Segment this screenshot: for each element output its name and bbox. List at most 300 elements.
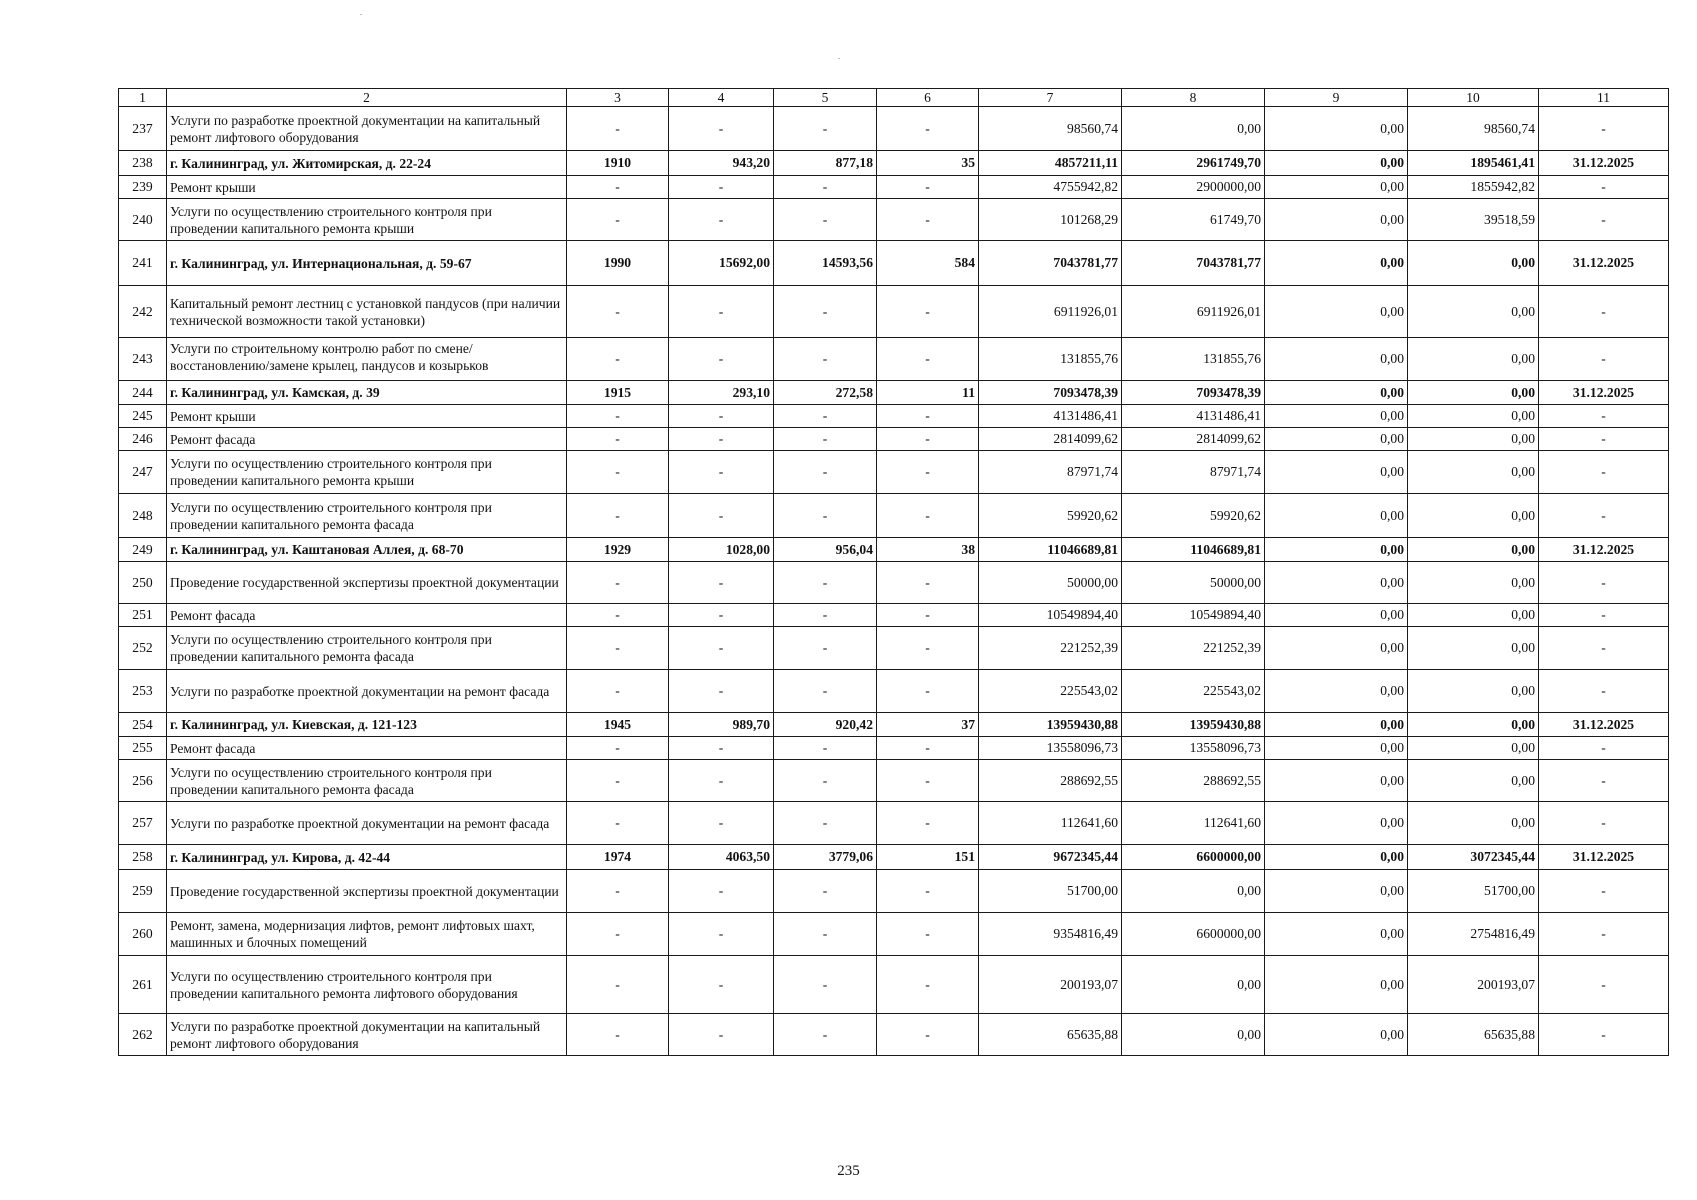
cost-fund-cell: 2814099,62 bbox=[1122, 428, 1265, 451]
table-row-work bbox=[119, 286, 1669, 338]
work-name-cell: Ремонт крыши bbox=[167, 405, 567, 428]
row-number-cell: 252 bbox=[119, 627, 167, 670]
row-number-cell: 242 bbox=[119, 286, 167, 338]
row-number-cell: 259 bbox=[119, 870, 167, 913]
area-total-cell: - bbox=[669, 1014, 774, 1056]
residents-cell: 35 bbox=[877, 151, 979, 176]
cost-owners-cell: 0,00 bbox=[1408, 713, 1539, 737]
area-living-cell: - bbox=[774, 494, 877, 538]
cost-owners-cell: 0,00 bbox=[1408, 604, 1539, 627]
residents-cell: - bbox=[877, 286, 979, 338]
deadline-cell: - bbox=[1539, 286, 1669, 338]
deadline-cell: - bbox=[1539, 338, 1669, 381]
area-living-cell: - bbox=[774, 802, 877, 845]
row-number-cell: 261 bbox=[119, 956, 167, 1014]
cost-budget-cell: 0,00 bbox=[1265, 604, 1408, 627]
year-cell: 1910 bbox=[567, 151, 669, 176]
header-row bbox=[119, 89, 1669, 107]
area-total-cell: - bbox=[669, 870, 774, 913]
residents-cell: - bbox=[877, 338, 979, 381]
table-row-work bbox=[119, 199, 1669, 241]
cost-fund-cell: 7093478,39 bbox=[1122, 381, 1265, 405]
cost-total-cell: 112641,60 bbox=[979, 802, 1122, 845]
area-living-cell: - bbox=[774, 562, 877, 604]
area-total-cell: - bbox=[669, 451, 774, 494]
cost-fund-cell: 6911926,01 bbox=[1122, 286, 1265, 338]
deadline-cell: - bbox=[1539, 107, 1669, 151]
row-number-cell: 249 bbox=[119, 538, 167, 562]
deadline-cell: - bbox=[1539, 451, 1669, 494]
row-number-cell: 240 bbox=[119, 199, 167, 241]
work-name-cell: Услуги по разработке проектной документации на капитальный ремонт лифтового оборудования bbox=[167, 107, 567, 151]
area-living-cell: - bbox=[774, 199, 877, 241]
row-number-cell: 248 bbox=[119, 494, 167, 538]
area-living-cell: - bbox=[774, 107, 877, 151]
table-row-work bbox=[119, 870, 1669, 913]
cost-fund-cell: 112641,60 bbox=[1122, 802, 1265, 845]
deadline-cell: 31.12.2025 bbox=[1539, 381, 1669, 405]
work-name-cell: г. Калининград, ул. Житомирская, д. 22-24 bbox=[167, 151, 567, 176]
table-row-work bbox=[119, 956, 1669, 1014]
cost-budget-cell: 0,00 bbox=[1265, 870, 1408, 913]
work-name-cell: г. Калининград, ул. Камская, д. 39 bbox=[167, 381, 567, 405]
cost-owners-cell: 0,00 bbox=[1408, 670, 1539, 713]
cost-owners-cell: 0,00 bbox=[1408, 338, 1539, 381]
table-row-work bbox=[119, 1014, 1669, 1056]
residents-cell: - bbox=[877, 670, 979, 713]
cost-total-cell: 65635,88 bbox=[979, 1014, 1122, 1056]
area-total-cell: 989,70 bbox=[669, 713, 774, 737]
cost-fund-cell: 13959430,88 bbox=[1122, 713, 1265, 737]
cost-owners-cell: 0,00 bbox=[1408, 627, 1539, 670]
area-total-cell: - bbox=[669, 338, 774, 381]
table-row-address bbox=[119, 151, 1669, 176]
cost-budget-cell: 0,00 bbox=[1265, 562, 1408, 604]
work-name-cell: Услуги по осуществлению строительного контроля при проведении капитального ремонта фасада bbox=[167, 627, 567, 670]
cost-total-cell: 4857211,11 bbox=[979, 151, 1122, 176]
cost-budget-cell: 0,00 bbox=[1265, 670, 1408, 713]
area-total-cell: - bbox=[669, 760, 774, 802]
cost-budget-cell: 0,00 bbox=[1265, 176, 1408, 199]
header-cell-10: 10 bbox=[1408, 89, 1539, 107]
work-name-cell: г. Калининград, ул. Интернациональная, д. 59-67 bbox=[167, 241, 567, 286]
area-total-cell: - bbox=[669, 913, 774, 956]
area-living-cell: - bbox=[774, 338, 877, 381]
deadline-cell: - bbox=[1539, 604, 1669, 627]
work-name-cell: Услуги по осуществлению строительного контроля при проведении капитального ремонта фасада bbox=[167, 760, 567, 802]
residents-cell: - bbox=[877, 627, 979, 670]
data-table bbox=[118, 88, 1669, 1056]
cost-total-cell: 200193,07 bbox=[979, 956, 1122, 1014]
header-cell-6: 6 bbox=[877, 89, 979, 107]
row-number-cell: 251 bbox=[119, 604, 167, 627]
residents-cell: - bbox=[877, 451, 979, 494]
work-name-cell: Услуги по осуществлению строительного контроля при проведении капитального ремонта крыши bbox=[167, 451, 567, 494]
cost-budget-cell: 0,00 bbox=[1265, 428, 1408, 451]
year-cell: 1974 bbox=[567, 845, 669, 870]
year-cell: - bbox=[567, 760, 669, 802]
residents-cell: - bbox=[877, 760, 979, 802]
area-living-cell: - bbox=[774, 913, 877, 956]
area-total-cell: - bbox=[669, 956, 774, 1014]
work-name-cell bbox=[167, 338, 567, 381]
table-row-address bbox=[119, 241, 1669, 286]
work-name-cell: г. Калининград, ул. Киевская, д. 121-123 bbox=[167, 713, 567, 737]
year-cell: - bbox=[567, 670, 669, 713]
cost-fund-cell: 225543,02 bbox=[1122, 670, 1265, 713]
area-living-cell: - bbox=[774, 286, 877, 338]
cost-fund-cell: 288692,55 bbox=[1122, 760, 1265, 802]
cost-owners-cell: 0,00 bbox=[1408, 286, 1539, 338]
scan-speck bbox=[360, 14, 362, 15]
cost-budget-cell: 0,00 bbox=[1265, 199, 1408, 241]
table-row-address bbox=[119, 538, 1669, 562]
work-name-cell: Ремонт крыши bbox=[167, 176, 567, 199]
year-cell: - bbox=[567, 286, 669, 338]
year-cell: - bbox=[567, 107, 669, 151]
header-cell-1: 1 bbox=[119, 89, 167, 107]
cost-fund-cell: 50000,00 bbox=[1122, 562, 1265, 604]
cost-owners-cell: 39518,59 bbox=[1408, 199, 1539, 241]
row-number-cell: 238 bbox=[119, 151, 167, 176]
cost-total-cell: 4131486,41 bbox=[979, 405, 1122, 428]
work-name-cell: г. Калининград, ул. Каштановая Аллея, д. 68-70 bbox=[167, 538, 567, 562]
cost-fund-cell: 6600000,00 bbox=[1122, 913, 1265, 956]
row-number-cell: 253 bbox=[119, 670, 167, 713]
header-cell-11: 11 bbox=[1539, 89, 1669, 107]
cost-owners-cell: 0,00 bbox=[1408, 451, 1539, 494]
residents-cell: - bbox=[877, 428, 979, 451]
cost-fund-cell: 0,00 bbox=[1122, 107, 1265, 151]
cost-budget-cell: 0,00 bbox=[1265, 107, 1408, 151]
area-total-cell: - bbox=[669, 286, 774, 338]
cost-budget-cell: 0,00 bbox=[1265, 405, 1408, 428]
table-row-work bbox=[119, 176, 1669, 199]
work-name-cell: Услуги по разработке проектной документации на ремонт фасада bbox=[167, 802, 567, 845]
cost-total-cell: 225543,02 bbox=[979, 670, 1122, 713]
cost-fund-cell: 0,00 bbox=[1122, 870, 1265, 913]
work-name-cell: Ремонт, замена, модернизация лифтов, ремонт лифтовых шахт, машинных и блочных помещений bbox=[167, 913, 567, 956]
deadline-cell: 31.12.2025 bbox=[1539, 241, 1669, 286]
table-row-work bbox=[119, 494, 1669, 538]
cost-owners-cell: 2754816,49 bbox=[1408, 913, 1539, 956]
residents-cell: 151 bbox=[877, 845, 979, 870]
deadline-cell: 31.12.2025 bbox=[1539, 845, 1669, 870]
row-number-cell: 239 bbox=[119, 176, 167, 199]
cost-owners-cell: 0,00 bbox=[1408, 494, 1539, 538]
cost-owners-cell: 0,00 bbox=[1408, 241, 1539, 286]
cost-owners-cell: 0,00 bbox=[1408, 405, 1539, 428]
table-row-work bbox=[119, 604, 1669, 627]
header-cell-9: 9 bbox=[1265, 89, 1408, 107]
year-cell: - bbox=[567, 428, 669, 451]
year-cell: - bbox=[567, 956, 669, 1014]
cost-budget-cell: 0,00 bbox=[1265, 151, 1408, 176]
work-name-cell: Капитальный ремонт лестниц с установкой пандусов (при наличии технической возможности такой установки) bbox=[167, 286, 567, 338]
cost-budget-cell: 0,00 bbox=[1265, 338, 1408, 381]
table-row-work bbox=[119, 760, 1669, 802]
header-cell-8: 8 bbox=[1122, 89, 1265, 107]
deadline-cell: - bbox=[1539, 1014, 1669, 1056]
residents-cell: - bbox=[877, 405, 979, 428]
cost-total-cell: 98560,74 bbox=[979, 107, 1122, 151]
residents-cell: 37 bbox=[877, 713, 979, 737]
cost-fund-cell: 221252,39 bbox=[1122, 627, 1265, 670]
cost-owners-cell: 0,00 bbox=[1408, 381, 1539, 405]
area-living-cell: - bbox=[774, 176, 877, 199]
deadline-cell: 31.12.2025 bbox=[1539, 713, 1669, 737]
area-living-cell: - bbox=[774, 451, 877, 494]
row-number-cell: 247 bbox=[119, 451, 167, 494]
table-row-work bbox=[119, 428, 1669, 451]
row-number-cell: 243 bbox=[119, 338, 167, 381]
residents-cell: - bbox=[877, 802, 979, 845]
row-number-cell: 246 bbox=[119, 428, 167, 451]
cost-budget-cell: 0,00 bbox=[1265, 737, 1408, 760]
area-total-cell: 4063,50 bbox=[669, 845, 774, 870]
residents-cell: 38 bbox=[877, 538, 979, 562]
year-cell: 1929 bbox=[567, 538, 669, 562]
year-cell: 1915 bbox=[567, 381, 669, 405]
cost-total-cell: 288692,55 bbox=[979, 760, 1122, 802]
year-cell: - bbox=[567, 737, 669, 760]
deadline-cell: - bbox=[1539, 802, 1669, 845]
cost-total-cell: 7043781,77 bbox=[979, 241, 1122, 286]
cost-total-cell: 7093478,39 bbox=[979, 381, 1122, 405]
deadline-cell: - bbox=[1539, 176, 1669, 199]
residents-cell: - bbox=[877, 199, 979, 241]
area-living-cell: - bbox=[774, 737, 877, 760]
deadline-cell: - bbox=[1539, 405, 1669, 428]
residents-cell: - bbox=[877, 870, 979, 913]
header-cell-7: 7 bbox=[979, 89, 1122, 107]
area-living-cell: - bbox=[774, 604, 877, 627]
residents-cell: - bbox=[877, 107, 979, 151]
table-row-work bbox=[119, 737, 1669, 760]
work-name-cell: г. Калининград, ул. Кирова, д. 42-44 bbox=[167, 845, 567, 870]
cost-budget-cell: 0,00 bbox=[1265, 286, 1408, 338]
work-name-cell: Услуги по разработке проектной документации на капитальный ремонт лифтового оборудования bbox=[167, 1014, 567, 1056]
cost-total-cell: 101268,29 bbox=[979, 199, 1122, 241]
cost-total-cell: 59920,62 bbox=[979, 494, 1122, 538]
year-cell: - bbox=[567, 451, 669, 494]
cost-fund-cell: 6600000,00 bbox=[1122, 845, 1265, 870]
area-total-cell: - bbox=[669, 107, 774, 151]
area-living-cell: - bbox=[774, 627, 877, 670]
area-living-cell: - bbox=[774, 428, 877, 451]
area-living-cell: - bbox=[774, 956, 877, 1014]
table-row-work bbox=[119, 562, 1669, 604]
area-living-cell: - bbox=[774, 405, 877, 428]
deadline-cell: - bbox=[1539, 956, 1669, 1014]
cost-budget-cell: 0,00 bbox=[1265, 538, 1408, 562]
cost-total-cell: 10549894,40 bbox=[979, 604, 1122, 627]
deadline-cell: - bbox=[1539, 870, 1669, 913]
year-cell: - bbox=[567, 405, 669, 428]
row-number-cell: 245 bbox=[119, 405, 167, 428]
cost-budget-cell: 0,00 bbox=[1265, 451, 1408, 494]
cost-fund-cell: 59920,62 bbox=[1122, 494, 1265, 538]
deadline-cell: - bbox=[1539, 760, 1669, 802]
year-cell: - bbox=[567, 627, 669, 670]
area-living-cell: 14593,56 bbox=[774, 241, 877, 286]
residents-cell: 584 bbox=[877, 241, 979, 286]
cost-fund-cell: 0,00 bbox=[1122, 1014, 1265, 1056]
row-number-cell: 254 bbox=[119, 713, 167, 737]
work-name-cell: Услуги по разработке проектной документации на ремонт фасада bbox=[167, 670, 567, 713]
deadline-cell: 31.12.2025 bbox=[1539, 538, 1669, 562]
cost-owners-cell: 98560,74 bbox=[1408, 107, 1539, 151]
table-row-address bbox=[119, 845, 1669, 870]
year-cell: - bbox=[567, 604, 669, 627]
area-total-cell: - bbox=[669, 428, 774, 451]
cost-total-cell: 2814099,62 bbox=[979, 428, 1122, 451]
cost-owners-cell: 0,00 bbox=[1408, 802, 1539, 845]
cost-budget-cell: 0,00 bbox=[1265, 381, 1408, 405]
area-total-cell: 293,10 bbox=[669, 381, 774, 405]
row-number-cell: 256 bbox=[119, 760, 167, 802]
year-cell: - bbox=[567, 494, 669, 538]
residents-cell: - bbox=[877, 176, 979, 199]
table-body bbox=[119, 107, 1669, 1056]
work-name-cell: Услуги по осуществлению строительного контроля при проведении капитального ремонта лифтового оборудования bbox=[167, 956, 567, 1014]
row-number-cell: 260 bbox=[119, 913, 167, 956]
cost-total-cell: 13959430,88 bbox=[979, 713, 1122, 737]
cost-fund-cell: 7043781,77 bbox=[1122, 241, 1265, 286]
cost-total-cell: 51700,00 bbox=[979, 870, 1122, 913]
scan-speck bbox=[838, 58, 840, 59]
row-number-cell: 262 bbox=[119, 1014, 167, 1056]
cost-budget-cell: 0,00 bbox=[1265, 913, 1408, 956]
cost-total-cell: 13558096,73 bbox=[979, 737, 1122, 760]
cost-fund-cell: 61749,70 bbox=[1122, 199, 1265, 241]
cost-budget-cell: 0,00 bbox=[1265, 802, 1408, 845]
cost-owners-cell: 1895461,41 bbox=[1408, 151, 1539, 176]
residents-cell: - bbox=[877, 913, 979, 956]
area-total-cell: - bbox=[669, 494, 774, 538]
work-name-cell: Проведение государственной экспертизы проектной документации bbox=[167, 562, 567, 604]
year-cell: - bbox=[567, 802, 669, 845]
residents-cell: - bbox=[877, 562, 979, 604]
cost-fund-cell: 4131486,41 bbox=[1122, 405, 1265, 428]
table-row-address bbox=[119, 381, 1669, 405]
cost-fund-cell: 131855,76 bbox=[1122, 338, 1265, 381]
year-cell: - bbox=[567, 870, 669, 913]
header-cell-3: 3 bbox=[567, 89, 669, 107]
work-name-cell: Проведение государственной экспертизы проектной документации bbox=[167, 870, 567, 913]
area-total-cell: - bbox=[669, 562, 774, 604]
cost-budget-cell: 0,00 bbox=[1265, 1014, 1408, 1056]
table-row-work bbox=[119, 802, 1669, 845]
deadline-cell: - bbox=[1539, 562, 1669, 604]
cost-budget-cell: 0,00 bbox=[1265, 241, 1408, 286]
cost-budget-cell: 0,00 bbox=[1265, 713, 1408, 737]
cost-budget-cell: 0,00 bbox=[1265, 845, 1408, 870]
cost-owners-cell: 0,00 bbox=[1408, 760, 1539, 802]
area-total-cell: - bbox=[669, 670, 774, 713]
header-cell-2: 2 bbox=[167, 89, 567, 107]
row-number-cell: 244 bbox=[119, 381, 167, 405]
area-living-cell: 272,58 bbox=[774, 381, 877, 405]
cost-total-cell: 9672345,44 bbox=[979, 845, 1122, 870]
cost-owners-cell: 0,00 bbox=[1408, 737, 1539, 760]
year-cell: - bbox=[567, 1014, 669, 1056]
table-row-work bbox=[119, 107, 1669, 151]
area-total-cell: 15692,00 bbox=[669, 241, 774, 286]
area-total-cell: - bbox=[669, 737, 774, 760]
residents-cell: - bbox=[877, 604, 979, 627]
deadline-cell: - bbox=[1539, 670, 1669, 713]
area-total-cell: - bbox=[669, 405, 774, 428]
cost-total-cell: 131855,76 bbox=[979, 338, 1122, 381]
cost-owners-cell: 3072345,44 bbox=[1408, 845, 1539, 870]
area-total-cell: - bbox=[669, 627, 774, 670]
residents-cell: - bbox=[877, 1014, 979, 1056]
cost-owners-cell: 0,00 bbox=[1408, 538, 1539, 562]
row-number-cell: 237 bbox=[119, 107, 167, 151]
cost-total-cell: 9354816,49 bbox=[979, 913, 1122, 956]
work-name-cell: Услуги по осуществлению строительного контроля при проведении капитального ремонта крыши bbox=[167, 199, 567, 241]
cost-budget-cell: 0,00 bbox=[1265, 627, 1408, 670]
deadline-cell: - bbox=[1539, 627, 1669, 670]
cost-fund-cell: 2900000,00 bbox=[1122, 176, 1265, 199]
row-number-cell: 255 bbox=[119, 737, 167, 760]
table-row-work bbox=[119, 627, 1669, 670]
table-row-work bbox=[119, 405, 1669, 428]
year-cell: - bbox=[567, 176, 669, 199]
area-total-cell: - bbox=[669, 199, 774, 241]
page-number: 235 bbox=[837, 1163, 860, 1179]
area-living-cell: 3779,06 bbox=[774, 845, 877, 870]
cost-budget-cell: 0,00 bbox=[1265, 760, 1408, 802]
area-living-cell: - bbox=[774, 670, 877, 713]
area-total-cell: - bbox=[669, 802, 774, 845]
year-cell: 1945 bbox=[567, 713, 669, 737]
area-living-cell: 956,04 bbox=[774, 538, 877, 562]
cost-owners-cell: 65635,88 bbox=[1408, 1014, 1539, 1056]
cost-owners-cell: 0,00 bbox=[1408, 562, 1539, 604]
deadline-cell: - bbox=[1539, 913, 1669, 956]
row-number-cell: 257 bbox=[119, 802, 167, 845]
year-cell: - bbox=[567, 562, 669, 604]
cost-budget-cell: 0,00 bbox=[1265, 956, 1408, 1014]
area-living-cell: - bbox=[774, 1014, 877, 1056]
deadline-cell: 31.12.2025 bbox=[1539, 151, 1669, 176]
table-row-address bbox=[119, 713, 1669, 737]
cost-fund-cell: 13558096,73 bbox=[1122, 737, 1265, 760]
cost-owners-cell: 51700,00 bbox=[1408, 870, 1539, 913]
cost-total-cell: 6911926,01 bbox=[979, 286, 1122, 338]
cost-fund-cell: 87971,74 bbox=[1122, 451, 1265, 494]
area-total-cell: - bbox=[669, 604, 774, 627]
table-row-work bbox=[119, 451, 1669, 494]
residents-cell: 11 bbox=[877, 381, 979, 405]
year-cell: - bbox=[567, 913, 669, 956]
cost-budget-cell: 0,00 bbox=[1265, 494, 1408, 538]
work-name-text: Услуги по строительному контролю работ по смене/восстановлению/замене крылец, пандусов и козырьков bbox=[170, 340, 489, 373]
cost-fund-cell: 2961749,70 bbox=[1122, 151, 1265, 176]
area-living-cell: - bbox=[774, 870, 877, 913]
deadline-cell: - bbox=[1539, 428, 1669, 451]
row-number-cell: 241 bbox=[119, 241, 167, 286]
year-cell: - bbox=[567, 338, 669, 381]
area-living-cell: 877,18 bbox=[774, 151, 877, 176]
cost-total-cell: 221252,39 bbox=[979, 627, 1122, 670]
cost-fund-cell: 11046689,81 bbox=[1122, 538, 1265, 562]
cost-total-cell: 11046689,81 bbox=[979, 538, 1122, 562]
row-number-cell: 250 bbox=[119, 562, 167, 604]
header-cell-4: 4 bbox=[669, 89, 774, 107]
